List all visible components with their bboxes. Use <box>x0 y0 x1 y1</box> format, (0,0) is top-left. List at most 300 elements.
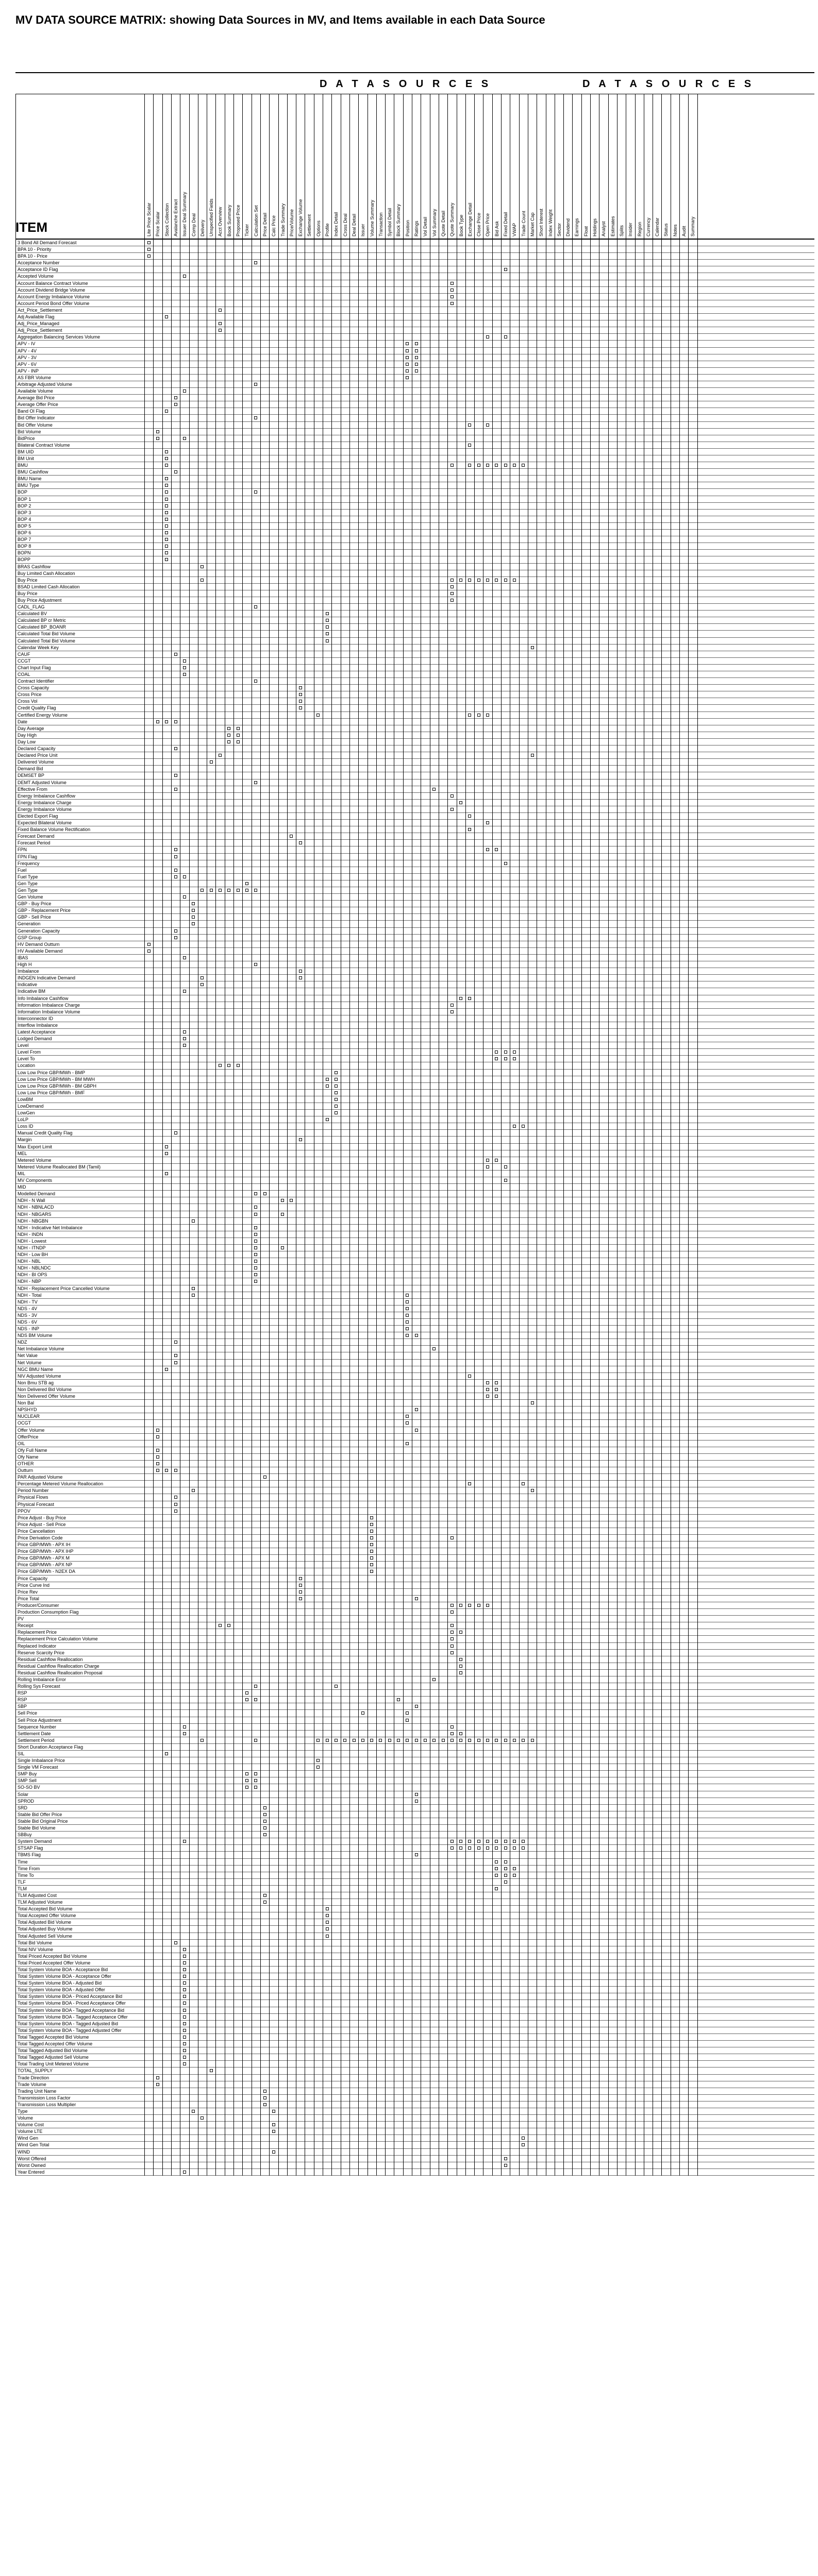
table-row <box>15 725 814 732</box>
row-item-label: NDS - 6V <box>18 1319 38 1325</box>
availability-marker <box>254 1698 257 1701</box>
row-item-label: BOP 2 <box>18 503 31 509</box>
availability-marker <box>156 1449 159 1452</box>
availability-marker <box>227 889 230 892</box>
availability-marker <box>165 464 168 467</box>
availability-marker <box>299 686 302 689</box>
availability-marker <box>450 1739 454 1742</box>
row-item-label: Stable Bid Original Price <box>18 1818 68 1824</box>
availability-marker <box>370 1536 373 1539</box>
availability-marker <box>165 545 168 548</box>
row-item-label: Total System Volume BOA - Priced Acceptance Bid <box>18 1994 123 1999</box>
row-item-label: Price GBP/MWh - APX IHP <box>18 1549 74 1554</box>
availability-marker <box>174 653 177 656</box>
grid-line <box>590 240 591 2176</box>
row-item-label: Fuel Type <box>18 874 38 879</box>
availability-marker <box>326 1921 329 1924</box>
column-header-label: Calculation Set <box>253 205 259 236</box>
table-row <box>15 1487 814 1494</box>
table-row <box>15 435 814 442</box>
column-header <box>172 97 178 236</box>
table-row <box>15 280 814 287</box>
column-header <box>520 97 526 236</box>
row-item-label: Declared Capacity <box>18 746 56 752</box>
row-item-label: WIND <box>18 2149 30 2155</box>
availability-marker <box>442 1739 445 1742</box>
table-row <box>15 1683 814 1690</box>
table-row <box>15 2135 814 2142</box>
availability-marker <box>486 1739 489 1742</box>
grid-line <box>697 240 698 2176</box>
row-item-label: TLM Adjusted Cost <box>18 1892 57 1898</box>
availability-marker <box>326 1078 329 1081</box>
availability-marker <box>237 889 240 892</box>
availability-marker <box>227 734 230 737</box>
column-header <box>395 97 401 236</box>
column-header-label: Comp Deal <box>191 213 196 236</box>
row-item-label: Low Low Price GBP/MWh - BMP <box>18 1070 86 1075</box>
row-item-label: DEMSET BP <box>18 773 44 778</box>
row-item-label: Adj_Price_Managed <box>18 321 60 327</box>
row-item-label: GBP - Buy Price <box>18 901 52 907</box>
availability-marker <box>450 1637 454 1640</box>
availability-marker <box>531 646 534 649</box>
column-header <box>440 97 446 236</box>
row-item-label: NDH - NBGBN <box>18 1218 48 1224</box>
table-row <box>15 739 814 745</box>
row-item-label: Trading Unit Name <box>18 2088 57 2094</box>
table-row <box>15 981 814 988</box>
grid-line <box>492 94 493 239</box>
table-row <box>15 1306 814 1312</box>
column-header-label: Trade Summary <box>280 203 286 236</box>
table-row <box>15 1521 814 1528</box>
availability-marker <box>406 376 409 379</box>
availability-marker <box>361 1739 364 1742</box>
column-header-label: Market Cap <box>529 212 535 236</box>
table-row <box>15 1818 814 1825</box>
availability-marker <box>316 1759 320 1762</box>
row-item-label: Solar <box>18 1791 29 1797</box>
availability-marker <box>183 2062 186 2065</box>
column-header <box>377 97 383 236</box>
row-item-label: BOP 6 <box>18 530 31 536</box>
row-item-label: Max Export Limit <box>18 1144 53 1149</box>
table-row <box>15 334 814 341</box>
table-row <box>15 1568 814 1575</box>
table-row <box>15 1083 814 1090</box>
row-item-label: Single VM Forecast <box>18 1765 58 1770</box>
table-row <box>15 294 814 300</box>
availability-marker <box>397 1739 400 1742</box>
table-row <box>15 536 814 543</box>
table-row <box>15 1272 814 1278</box>
row-item-label: Information Imbalance Volume <box>18 1009 80 1014</box>
availability-marker <box>522 464 525 467</box>
row-item-label: Price Adjust - Buy Price <box>18 1515 66 1520</box>
column-header-label: Close Price <box>476 212 482 236</box>
table-row <box>15 1777 814 1784</box>
availability-marker <box>254 416 257 419</box>
availability-marker <box>147 943 151 946</box>
availability-marker <box>486 1159 489 1162</box>
row-item-label: Metered Volume Reallocated BM (Tamil) <box>18 1164 101 1170</box>
column-header-label: Options <box>315 220 321 236</box>
table-row <box>15 1481 814 1487</box>
table-row <box>15 564 814 570</box>
availability-marker <box>183 875 186 878</box>
availability-marker <box>192 1294 195 1297</box>
row-item-label: Total System Volume BOA - Tagged Acceptance Bid <box>18 2007 124 2013</box>
row-item-label: Low Low Price GBP/MWh - BMF <box>18 1090 85 1095</box>
table-row <box>15 503 814 510</box>
availability-marker <box>504 2157 507 2160</box>
table-row <box>15 415 814 421</box>
availability-marker <box>245 889 248 892</box>
column-header <box>297 97 303 236</box>
availability-marker <box>183 2042 186 2045</box>
row-item-label: Buy Price <box>18 577 38 583</box>
table-row <box>15 1690 814 1697</box>
row-item-label: Average Offer Price <box>18 402 58 408</box>
availability-marker <box>183 2029 186 2032</box>
column-header-label: Acct Overview <box>218 207 223 236</box>
table-row <box>15 1420 814 1427</box>
row-item-label: High H <box>18 962 32 968</box>
availability-marker <box>219 754 222 757</box>
column-header <box>386 97 392 236</box>
grid-line <box>679 94 680 239</box>
availability-marker <box>406 356 409 359</box>
grid-line <box>215 240 216 2176</box>
row-item-label: Replacement Price <box>18 1630 57 1635</box>
availability-marker <box>513 1867 516 1870</box>
row-item-label: Sell Price Adjustment <box>18 1717 62 1723</box>
column-header-label: Profile <box>325 223 330 236</box>
table-row <box>15 510 814 516</box>
availability-marker <box>165 450 168 453</box>
row-item-label: NDH - Total <box>18 1292 42 1298</box>
table-row <box>15 1791 814 1798</box>
grid-line <box>563 94 564 239</box>
group-header-row <box>15 72 814 94</box>
column-header-label: Settlement <box>307 214 312 236</box>
availability-marker <box>468 423 471 427</box>
row-item-label: Margin <box>18 1137 32 1143</box>
column-header <box>208 97 214 236</box>
availability-marker <box>299 976 302 979</box>
availability-marker <box>165 720 168 723</box>
table-row <box>15 1326 814 1332</box>
availability-marker <box>450 1645 454 1648</box>
table-row <box>15 1494 814 1501</box>
grid-line <box>635 240 636 2176</box>
row-item-label: Delivered Volume <box>18 759 54 765</box>
grid-line <box>331 94 332 239</box>
table-row <box>15 766 814 772</box>
availability-marker <box>174 1496 177 1499</box>
row-item-label: Stable Bid Volume <box>18 1825 56 1831</box>
grid-line <box>278 94 279 239</box>
table-row <box>15 1312 814 1319</box>
availability-marker <box>450 592 454 595</box>
availability-marker <box>254 1246 257 1249</box>
availability-marker <box>370 1570 373 1573</box>
row-item-label: Arbitrage Adjusted Volume <box>18 381 73 387</box>
row-item-label: Time <box>18 1859 28 1865</box>
table-row <box>15 1933 814 1940</box>
row-item-label: SIL <box>18 1751 25 1756</box>
availability-marker <box>183 437 186 440</box>
availability-marker <box>468 828 471 831</box>
table-row <box>15 476 814 482</box>
column-header <box>261 97 268 236</box>
row-item-label: Receipt <box>18 1623 34 1629</box>
row-item-label: Residual Cashflow Reallocation <box>18 1656 83 1662</box>
availability-marker <box>326 1739 329 1742</box>
table-row <box>15 1123 814 1130</box>
row-item-label: Worst Offered <box>18 2156 46 2161</box>
row-item-label: BidPrice <box>18 435 35 441</box>
row-item-label: Chart Input Flag <box>18 665 51 670</box>
availability-marker <box>237 1064 240 1067</box>
column-header-label: Bid Ask <box>494 221 499 236</box>
availability-marker <box>174 1354 177 1357</box>
table-row <box>15 1184 814 1191</box>
availability-marker <box>192 1489 195 1492</box>
column-header-label: Price/Volume <box>289 209 294 236</box>
table-row <box>15 2021 814 2027</box>
row-item-label: Forecast Demand <box>18 834 55 839</box>
availability-marker <box>477 464 480 467</box>
grid-line <box>153 94 154 239</box>
row-item-label: NDH - N Wall <box>18 1198 45 1204</box>
row-item-label: Buy Price <box>18 590 38 596</box>
availability-marker <box>459 1732 462 1735</box>
availability-marker <box>415 1793 418 1796</box>
availability-marker <box>156 2083 159 2086</box>
availability-marker <box>156 2076 159 2079</box>
availability-marker <box>486 423 489 427</box>
column-header-label: Status <box>663 223 669 236</box>
availability-marker <box>459 1840 462 1843</box>
column-header <box>564 97 571 236</box>
table-row <box>15 260 814 266</box>
row-item-label: Total Tagged Adjusted Bid Volume <box>18 2048 88 2054</box>
table-row <box>15 1137 814 1143</box>
row-item-label: Price GBP/MWh - APX M <box>18 1555 70 1561</box>
availability-marker <box>406 1300 409 1303</box>
availability-marker <box>326 625 329 629</box>
table-row <box>15 705 814 711</box>
row-item-label: OIL <box>18 1440 25 1446</box>
column-header-label: Notes <box>672 224 678 236</box>
row-item-label: Energy Imbalance Charge <box>18 800 72 805</box>
row-item-label: Price Adjust - Sell Price <box>18 1521 66 1527</box>
table-row <box>15 556 814 563</box>
table-row <box>15 1103 814 1110</box>
availability-marker <box>326 612 329 615</box>
availability-marker <box>219 322 222 325</box>
availability-marker <box>406 1320 409 1324</box>
table-row <box>15 1191 814 1197</box>
table-row <box>15 732 814 739</box>
column-header-label: Issuer <box>360 224 366 236</box>
availability-marker <box>165 1752 168 1755</box>
availability-marker <box>263 1476 266 1479</box>
table-row <box>15 1096 814 1103</box>
availability-marker <box>513 579 516 582</box>
availability-marker <box>210 760 213 764</box>
availability-marker <box>254 1253 257 1256</box>
availability-marker <box>468 1604 471 1607</box>
table-row <box>15 1771 814 1777</box>
availability-marker <box>504 1880 507 1884</box>
table-row <box>15 1386 814 1393</box>
row-item-label: Available Volume <box>18 388 53 394</box>
row-item-label: Non Bal <box>18 1400 35 1406</box>
table-row <box>15 1663 814 1670</box>
table-row <box>15 2122 814 2128</box>
availability-marker <box>450 282 454 285</box>
row-item-label: Total Priced Accepted Bid Volume <box>18 1953 87 1959</box>
table-row <box>15 570 814 577</box>
table-row <box>15 995 814 1002</box>
availability-marker <box>335 1071 338 1074</box>
availability-marker <box>183 1955 186 1958</box>
column-header-label: Fixed Detail <box>503 212 508 236</box>
column-header-label: Book Type <box>458 214 464 236</box>
table-row <box>15 1859 814 1866</box>
row-item-label: STSAP Flag <box>18 1845 43 1851</box>
table-row <box>15 1535 814 1541</box>
table-row <box>15 1622 814 1629</box>
availability-marker <box>156 1429 159 1432</box>
availability-marker <box>468 579 471 582</box>
row-item-label: NGC BMU Name <box>18 1366 54 1372</box>
table-row <box>15 1629 814 1636</box>
availability-marker <box>495 1840 498 1843</box>
grid-line <box>376 94 377 239</box>
table-row <box>15 745 814 752</box>
column-header <box>609 97 615 236</box>
availability-marker <box>165 457 168 460</box>
table-row <box>15 300 814 307</box>
table-row <box>15 1434 814 1440</box>
table-row <box>15 422 814 429</box>
table-row <box>15 2142 814 2148</box>
column-header <box>547 97 553 236</box>
table-row <box>15 530 814 536</box>
table-row <box>15 550 814 556</box>
row-item-label: Fixed Balance Volume Rectification <box>18 827 91 833</box>
grid-line <box>331 240 332 2176</box>
row-item-label: Level To <box>18 1056 35 1062</box>
availability-marker <box>254 781 257 784</box>
table-row <box>15 1757 814 1764</box>
column-header-label: Open Price <box>485 213 491 236</box>
availability-marker <box>183 2036 186 2039</box>
availability-marker <box>201 579 204 582</box>
column-header <box>662 97 669 236</box>
availability-marker <box>183 1037 186 1040</box>
availability-marker <box>263 1894 266 1897</box>
table-row <box>15 914 814 921</box>
availability-marker <box>174 788 177 791</box>
table-row <box>15 1562 814 1568</box>
row-item-label: Residual Cashflow Reallocation Proposal <box>18 1670 103 1675</box>
row-item-label: Replaced Indicator <box>18 1643 57 1649</box>
column-header-label: Calc Price <box>271 215 277 236</box>
availability-marker <box>156 720 159 723</box>
row-item-label: Total System Volume BOA - Acceptance Bid <box>18 1967 108 1972</box>
availability-marker <box>495 1057 498 1060</box>
availability-marker <box>201 1739 204 1742</box>
row-item-label: GBP - Replacement Price <box>18 908 71 913</box>
column-header-label: Region <box>637 222 642 236</box>
row-item-label: MEL <box>18 1150 27 1156</box>
table-row <box>15 2067 814 2074</box>
row-item-label: BOP 5 <box>18 523 31 529</box>
column-header-label: Vol Detail <box>423 216 428 236</box>
availability-marker <box>219 309 222 312</box>
table-row <box>15 2041 814 2047</box>
availability-marker <box>504 1739 507 1742</box>
row-item-label: Price GBP/MWh - N2EX DA <box>18 1569 76 1574</box>
availability-marker <box>326 1927 329 1930</box>
availability-marker <box>165 558 168 561</box>
table-row <box>15 354 814 361</box>
row-item-label: PV <box>18 1616 24 1622</box>
table-row <box>15 516 814 523</box>
column-header <box>359 97 365 236</box>
availability-marker <box>432 788 436 791</box>
row-item-label: NDH - Lowest <box>18 1238 47 1244</box>
column-header-label: Avalanche Extract <box>173 199 178 236</box>
availability-marker <box>165 490 168 494</box>
availability-marker <box>370 1530 373 1533</box>
table-row <box>15 2128 814 2135</box>
row-item-label: Total System Volume BOA - Priced Acceptance Offer <box>18 2001 126 2006</box>
column-header <box>190 97 196 236</box>
row-item-label: Total System Volume BOA - Tagged Acceptance Offer <box>18 2014 128 2020</box>
row-item-label: Stable Bid Offer Price <box>18 1811 62 1817</box>
table-row <box>15 1440 814 1447</box>
table-row <box>15 826 814 833</box>
row-item-label: Single Imbalance Price <box>18 1758 65 1764</box>
grid-line <box>269 240 270 2176</box>
table-row <box>15 1116 814 1123</box>
row-item-label: PPOV <box>18 1508 31 1514</box>
grid-line <box>162 94 163 239</box>
row-item-label: RSP <box>18 1690 27 1696</box>
table-row <box>15 240 814 246</box>
row-item-label: PAR Adjusted Volume <box>18 1475 63 1480</box>
availability-marker <box>183 1961 186 1964</box>
row-item-label: Latest Acceptance <box>18 1029 56 1035</box>
grid-line <box>697 94 698 239</box>
row-item-label: Total System Volume BOA - Adjusted Offer <box>18 1987 105 1993</box>
row-item-label: Total Accepted Bid Volume <box>18 1906 73 1912</box>
column-header <box>627 97 633 236</box>
row-item-label: HV Available Demand <box>18 948 63 954</box>
table-row <box>15 1825 814 1832</box>
availability-marker <box>263 1820 266 1823</box>
row-item-label: Price Total <box>18 1596 39 1601</box>
row-item-label: Imbalance <box>18 969 39 974</box>
table-row <box>15 246 814 253</box>
availability-marker <box>254 963 257 966</box>
